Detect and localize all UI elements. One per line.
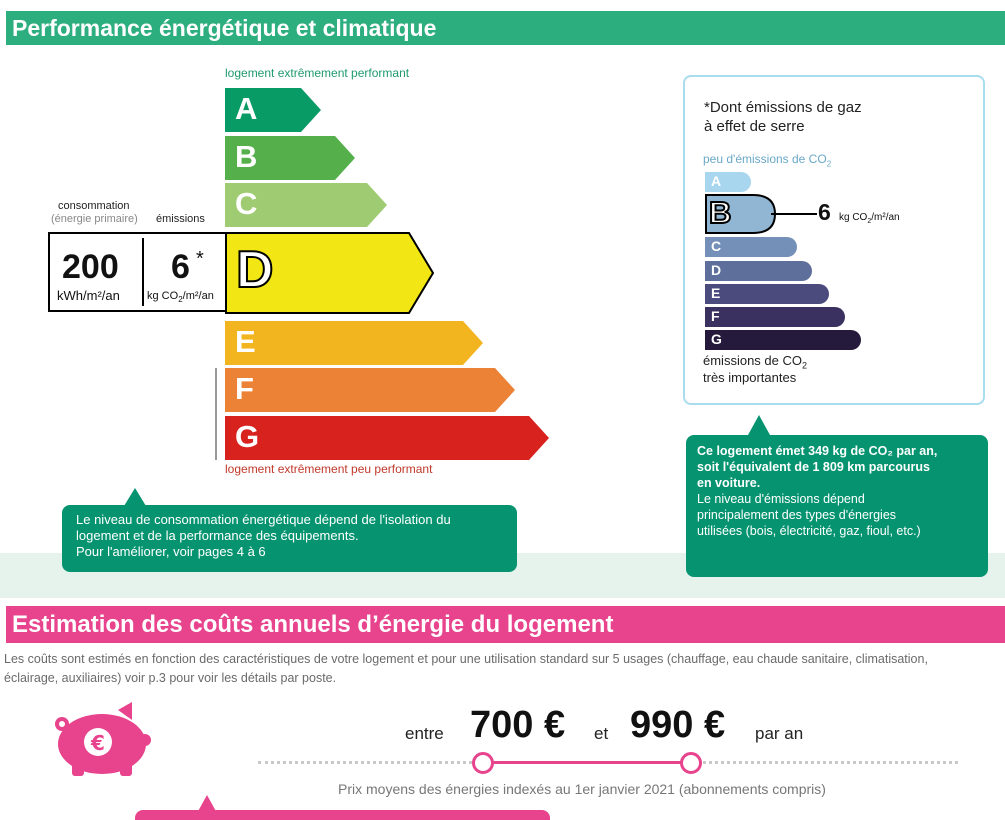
callout-text: en voiture. <box>697 476 761 490</box>
co2-emissions-panel <box>683 75 985 405</box>
cost-intro-text <box>4 650 1004 688</box>
co2-current-class-letter: B <box>709 195 732 230</box>
co2-class-letter: G <box>711 331 722 347</box>
co2-current-class-bar <box>705 194 777 239</box>
co2-class-letter: F <box>711 308 720 324</box>
callout-text: logement et de la performance des équipements. <box>76 528 359 543</box>
energy-info-callout <box>62 505 517 572</box>
callout-text: Pour l'améliorer, voir pages 4 à 6 <box>76 544 266 559</box>
section-title-performance: Performance énergétique et climatique <box>6 11 1005 45</box>
cost-info-callout <box>135 810 550 820</box>
energy-class-letter: B <box>235 139 258 174</box>
callout-text: utilisées (bois, électricité, gaz, fioul, etc.) <box>697 524 921 538</box>
co2-class-bar-g <box>705 330 861 350</box>
cost-range-min-marker <box>472 752 494 774</box>
co2-info-callout <box>686 435 988 577</box>
co2-class-bar-f <box>705 307 845 327</box>
co2-value: 6 <box>818 199 831 225</box>
co2-class-bar-e <box>705 284 829 304</box>
co2-class-bar-c <box>705 237 797 257</box>
co2-class-bar-a <box>705 172 751 192</box>
co2-class-letter: E <box>711 285 721 301</box>
co2-bottom-caption: émissions de $CO_2$ <box>703 353 807 371</box>
co2-class-letter: A <box>711 173 722 189</box>
cost-min-value: 700 € <box>470 704 566 746</box>
consumption-value: 200 <box>62 248 119 286</box>
callout-text: soit l'équivalent de 1 809 km parcourus <box>697 460 930 474</box>
energy-class-letter: E <box>235 324 256 359</box>
co2-class-letter: C <box>711 238 722 254</box>
co2-callout-pointer <box>748 415 770 435</box>
callout-pointer <box>124 488 146 506</box>
cost-intro-line: Les coûts sont estimés en fonction des caractéristiques de votre logement et pour une utilisation standard sur 5 usages (chauffage, eau chaude sanitaire, climatisation, <box>4 652 928 666</box>
co2-value-pointer-line <box>771 213 817 215</box>
section-title-costs: Estimation des coûts annuels d’énergie du logement <box>6 606 1005 643</box>
co2-bottom-caption-line2: très importantes <box>703 370 797 385</box>
cost-range-bar <box>482 761 692 764</box>
cost-intro-line: éclairage, auxiliaires) voir p.3 pour voir les détails par poste. <box>4 671 337 685</box>
energy-scale-top-caption: logement extrêmement performant <box>225 66 410 80</box>
emissions-unit: kg $CO_2/m^2/an$ <box>147 290 214 305</box>
energy-scale-bottom-caption: logement extrêmement peu performant <box>225 462 433 476</box>
cost-per-year-label: par an <box>755 724 804 743</box>
scale-side-line <box>215 368 217 460</box>
energy-class-letter: C <box>235 186 258 221</box>
cost-max-value: 990 € <box>630 704 726 746</box>
energy-class-letter: G <box>235 419 260 454</box>
consumption-label: consommation <box>58 200 130 212</box>
consumption-unit: kWh/m²/an <box>57 288 120 303</box>
price-note: Prix moyens des énergies indexés au 1er janvier 2021 (abonnements compris) <box>338 781 826 797</box>
co2-panel-title: *Dont émissions de gaz <box>704 99 862 116</box>
energy-class-letter: F <box>235 371 254 406</box>
callout-text: principalement des types d'énergies <box>697 508 897 522</box>
energy-class-letter: A <box>235 91 258 126</box>
consumption-sublabel: (énergie primaire) <box>51 213 138 225</box>
current-class-letter: D <box>236 241 274 299</box>
co2-unit: kg $CO_2/m^2/an$ <box>839 212 900 225</box>
co2-class-bar-d <box>705 261 812 281</box>
emissions-label: émissions <box>156 213 205 225</box>
callout-text: Le niveau d'émissions dépend <box>697 492 865 506</box>
callout-text: Ce logement émet 349 kg de CO₂ par an, <box>697 444 938 458</box>
co2-class-letter: D <box>711 262 722 278</box>
piggy-bank-euro-icon <box>40 700 160 780</box>
cost-and-label: et <box>594 724 609 743</box>
cost-between-label: entre <box>405 724 444 743</box>
svg-text:€: € <box>91 731 105 755</box>
emissions-star: * <box>196 248 204 270</box>
box-divider <box>142 238 144 306</box>
cost-range-max-marker <box>680 752 702 774</box>
emissions-value: 6 <box>171 248 190 286</box>
co2-top-caption: peu d'émissions de $CO_2$ <box>703 152 832 169</box>
co2-panel-title-line2: à effet de serre <box>704 118 805 135</box>
callout-text: Le niveau de consommation énergétique dépend de l'isolation du <box>76 512 451 527</box>
